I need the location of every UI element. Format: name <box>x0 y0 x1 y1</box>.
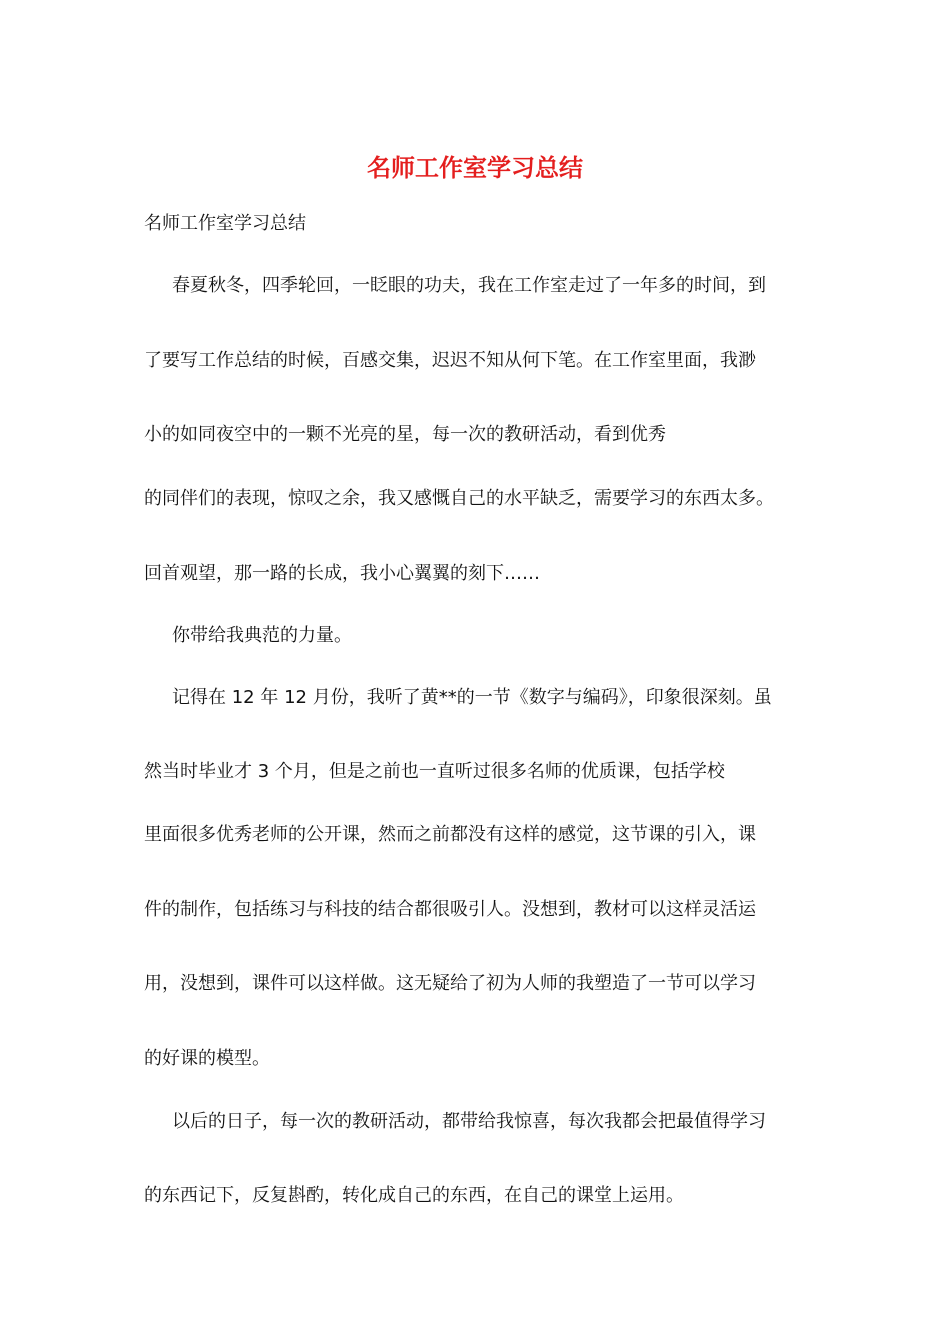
document-title: 名师工作室学习总结 <box>367 153 583 182</box>
paragraph-line: 春夏秋冬，四季轮回，一眨眼的功夫，我在工作室走过了一年多的时间，到 <box>172 275 766 296</box>
paragraph-line: 以后的日子，每一次的教研活动，都带给我惊喜，每次我都会把最值得学习 <box>172 1111 766 1132</box>
paragraph-line: 的同伴们的表现，惊叹之余，我又感慨自己的水平缺乏，需要学习的东西太多。 <box>144 488 774 509</box>
paragraph-line: 用，没想到，课件可以这样做。这无疑给了初为人师的我塑造了一节可以学习 <box>144 973 756 994</box>
paragraph-line: 然当时毕业才 3 个月，但是之前也一直听过很多名师的优质课，包括学校 <box>144 761 725 782</box>
paragraph-line: 里面很多优秀老师的公开课，然而之前都没有这样的感觉，这节课的引入，课 <box>144 824 756 845</box>
paragraph-line: 你带给我典范的力量。 <box>172 625 352 646</box>
paragraph-line: 的好课的模型。 <box>144 1048 270 1069</box>
paragraph-line: 的东西记下，反复斟酌，转化成自己的东西，在自己的课堂上运用。 <box>144 1185 684 1206</box>
paragraph-line: 了要写工作总结的时候，百感交集，迟迟不知从何下笔。在工作室里面，我渺 <box>144 350 756 371</box>
paragraph-line: 回首观望，那一路的长成，我小心翼翼的刻下…… <box>144 563 540 584</box>
paragraph-line: 记得在 12 年 12 月份，我听了黄**的一节《数字与编码》，印象很深刻。虽 <box>172 687 772 708</box>
paragraph-line: 件的制作，包括练习与科技的结合都很吸引人。没想到，教材可以这样灵活运 <box>144 899 756 920</box>
paragraph-line: 小的如同夜空中的一颗不光亮的星，每一次的教研活动，看到优秀 <box>144 424 666 445</box>
document-subtitle: 名师工作室学习总结 <box>144 213 306 234</box>
